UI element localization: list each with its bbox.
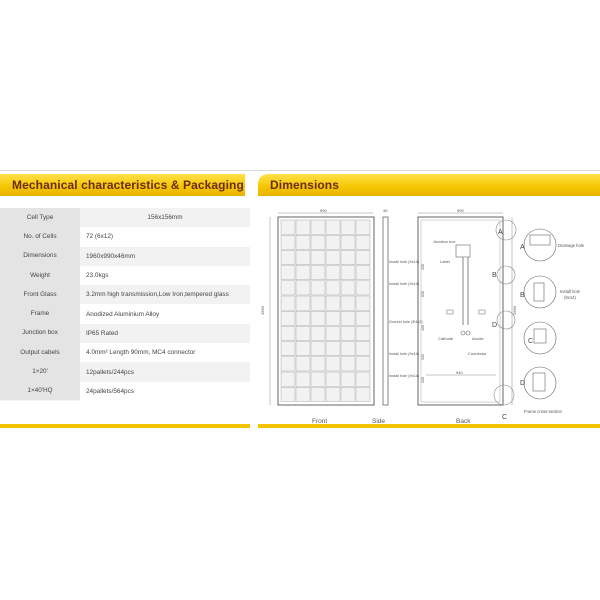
solar-cell: [296, 326, 310, 340]
back-dim-label: 330: [421, 354, 425, 360]
front-width-dim: 990: [320, 208, 327, 213]
solar-cell: [356, 372, 370, 386]
hole-label: Install hole (9x14): [389, 352, 419, 356]
spec-value: 24pallets/564pcs: [86, 387, 134, 395]
top-divider: [0, 170, 600, 171]
solar-cell: [296, 266, 310, 280]
solar-cell: [296, 235, 310, 249]
solar-cell: [326, 387, 340, 401]
solar-cell: [341, 266, 355, 280]
solar-cell: [356, 342, 370, 356]
detail-drawings: [524, 229, 556, 399]
front-view: [260, 208, 374, 405]
solar-cell: [296, 250, 310, 264]
solar-cell: [311, 387, 325, 401]
back-dim-label: 330: [421, 377, 425, 383]
note-label: Label: [440, 259, 450, 264]
solar-cell: [356, 326, 370, 340]
solar-cell: [356, 281, 370, 295]
solar-cell: [341, 220, 355, 234]
solar-cell: [296, 311, 310, 325]
back-bottom-dim: 940: [456, 370, 463, 375]
note-junction-box: Junction box: [433, 239, 456, 244]
front-height-dim: 1960: [260, 306, 265, 315]
spec-value: 72 (6x12): [86, 233, 113, 241]
back-height-dim: 1960: [512, 306, 517, 315]
view-label-back: Back: [456, 418, 471, 425]
hole-label: Install hole (9x14): [389, 282, 419, 286]
detail-letter-d: D: [492, 322, 498, 329]
solar-cell: [326, 326, 340, 340]
solar-cell: [281, 342, 295, 356]
spec-row: [0, 227, 250, 246]
dimensions-banner: [258, 174, 600, 196]
spec-label: Frame: [0, 304, 80, 324]
spec-row: [0, 285, 250, 304]
spec-row: [0, 382, 250, 401]
note-connector: Connector: [468, 351, 487, 356]
solar-cell: [341, 326, 355, 340]
solar-cell: [356, 235, 370, 249]
mechanical-banner: [0, 174, 245, 196]
spec-row: [0, 362, 250, 381]
solar-cell: [326, 235, 340, 249]
solar-cell: [296, 372, 310, 386]
spec-label: Output cabels: [0, 343, 80, 363]
detail-letter-b: B: [492, 272, 497, 279]
note-anode: Anode: [472, 336, 484, 341]
solar-cell: [341, 342, 355, 356]
spec-label: 1×40'HQ: [0, 381, 80, 401]
spec-table: [0, 208, 250, 401]
solar-cell: [281, 326, 295, 340]
solar-cell: [311, 220, 325, 234]
solar-cell: [281, 266, 295, 280]
solar-cell: [311, 372, 325, 386]
hole-label: Ground hole (Φ4x2): [389, 320, 423, 324]
solar-cell: [281, 296, 295, 310]
view-label-side: Side: [372, 418, 386, 425]
install-hole-size-note: (9x14): [564, 295, 576, 300]
spec-row: [0, 343, 250, 362]
solar-cell: [311, 342, 325, 356]
solar-cell: [281, 357, 295, 371]
solar-cell: [341, 372, 355, 386]
solar-cell: [311, 266, 325, 280]
spec-value: 3.2mm high transmission,Low Iron,tempered glass: [80, 285, 250, 304]
left-footer-bar: [0, 424, 250, 428]
spec-value: 12pallets/244pcs: [80, 362, 250, 381]
solar-cell: [356, 357, 370, 371]
drainage-hole-note: Drainage hole: [558, 243, 585, 248]
detail-label-d: D: [520, 380, 526, 387]
solar-cell: [341, 235, 355, 249]
solar-cell: [326, 281, 340, 295]
spec-row: [0, 247, 250, 266]
solar-cell: [311, 357, 325, 371]
side-view: [383, 208, 388, 405]
spec-label: No. of Cells: [0, 227, 80, 247]
solar-cell: [341, 250, 355, 264]
note-cathode: Cathode: [438, 336, 454, 341]
solar-cell: [311, 311, 325, 325]
spec-value: Anodized Aluminium Alloy: [86, 310, 160, 318]
solar-cell: [326, 220, 340, 234]
solar-cell: [356, 311, 370, 325]
solar-cell: [356, 387, 370, 401]
solar-cell: [281, 220, 295, 234]
solar-cell: [311, 296, 325, 310]
solar-cell: [296, 281, 310, 295]
solar-cell: [311, 326, 325, 340]
spec-label: Weight: [0, 265, 80, 285]
back-view: [389, 208, 517, 405]
solar-cell: [296, 296, 310, 310]
solar-cell: [356, 220, 370, 234]
frame-section-note: Frame cross-section: [524, 409, 562, 414]
mechanical-title: Mechanical characteristics & Packaging: [12, 178, 244, 192]
spec-value: 23.0kgs: [86, 272, 109, 280]
solar-cell: [296, 220, 310, 234]
solar-cell: [281, 311, 295, 325]
solar-cell: [311, 281, 325, 295]
solar-cell: [326, 250, 340, 264]
solar-cell: [326, 311, 340, 325]
solar-cell: [296, 387, 310, 401]
solar-cell: [326, 357, 340, 371]
solar-cell: [341, 357, 355, 371]
spec-row: [0, 304, 250, 323]
solar-cell: [326, 372, 340, 386]
solar-cell: [326, 296, 340, 310]
detail-label-b: B: [520, 292, 525, 299]
hole-label: Install hole (9x14): [389, 374, 419, 378]
solar-cell: [296, 342, 310, 356]
spec-value: 1960x990x46mm: [80, 247, 250, 266]
solar-cell: [356, 250, 370, 264]
back-dim-label: 400: [421, 325, 425, 331]
solar-cell: [356, 296, 370, 310]
solar-cell: [326, 342, 340, 356]
solar-cell: [281, 281, 295, 295]
detail-letter-c: C: [502, 414, 508, 421]
spec-label: Front Glass: [0, 285, 80, 305]
spec-label: Cell Type: [0, 208, 80, 228]
solar-cell: [311, 250, 325, 264]
dimension-drawing: [258, 205, 600, 425]
solar-cell: [356, 266, 370, 280]
solar-cell: [341, 281, 355, 295]
solar-cell: [341, 387, 355, 401]
spec-label: 1×20': [0, 362, 80, 382]
side-thickness-dim: 46: [383, 208, 388, 213]
solar-cell: [281, 235, 295, 249]
solar-cell: [281, 387, 295, 401]
detail-label-a: A: [520, 244, 525, 251]
spec-row: [0, 324, 250, 343]
spec-row: [0, 208, 250, 227]
dimensions-title: Dimensions: [270, 178, 340, 192]
solar-cell: [341, 311, 355, 325]
solar-cell: [326, 266, 340, 280]
back-dim-label: 630: [421, 291, 425, 297]
solar-cell: [311, 235, 325, 249]
detail-label-c: C: [528, 338, 534, 345]
view-label-front: Front: [312, 418, 328, 425]
spec-row: [0, 266, 250, 285]
spec-label: Junction box: [0, 323, 80, 343]
spec-value: 4.0mm² Length 90mm, MC4 connector: [86, 349, 196, 357]
solar-cell: [281, 372, 295, 386]
detail-letter-a: A: [498, 229, 503, 236]
spec-value: 156x156mm: [80, 208, 250, 227]
spec-label: Dimensions: [0, 246, 80, 266]
back-width-dim: 990: [457, 208, 464, 213]
hole-label: Install hole (9x14): [389, 260, 419, 264]
back-dim-label: 330: [421, 264, 425, 270]
solar-cell: [341, 296, 355, 310]
solar-cell: [281, 250, 295, 264]
install-hole-note: Install hole: [560, 289, 581, 294]
solar-cell: [296, 357, 310, 371]
spec-value: IP65 Rated: [80, 324, 250, 343]
